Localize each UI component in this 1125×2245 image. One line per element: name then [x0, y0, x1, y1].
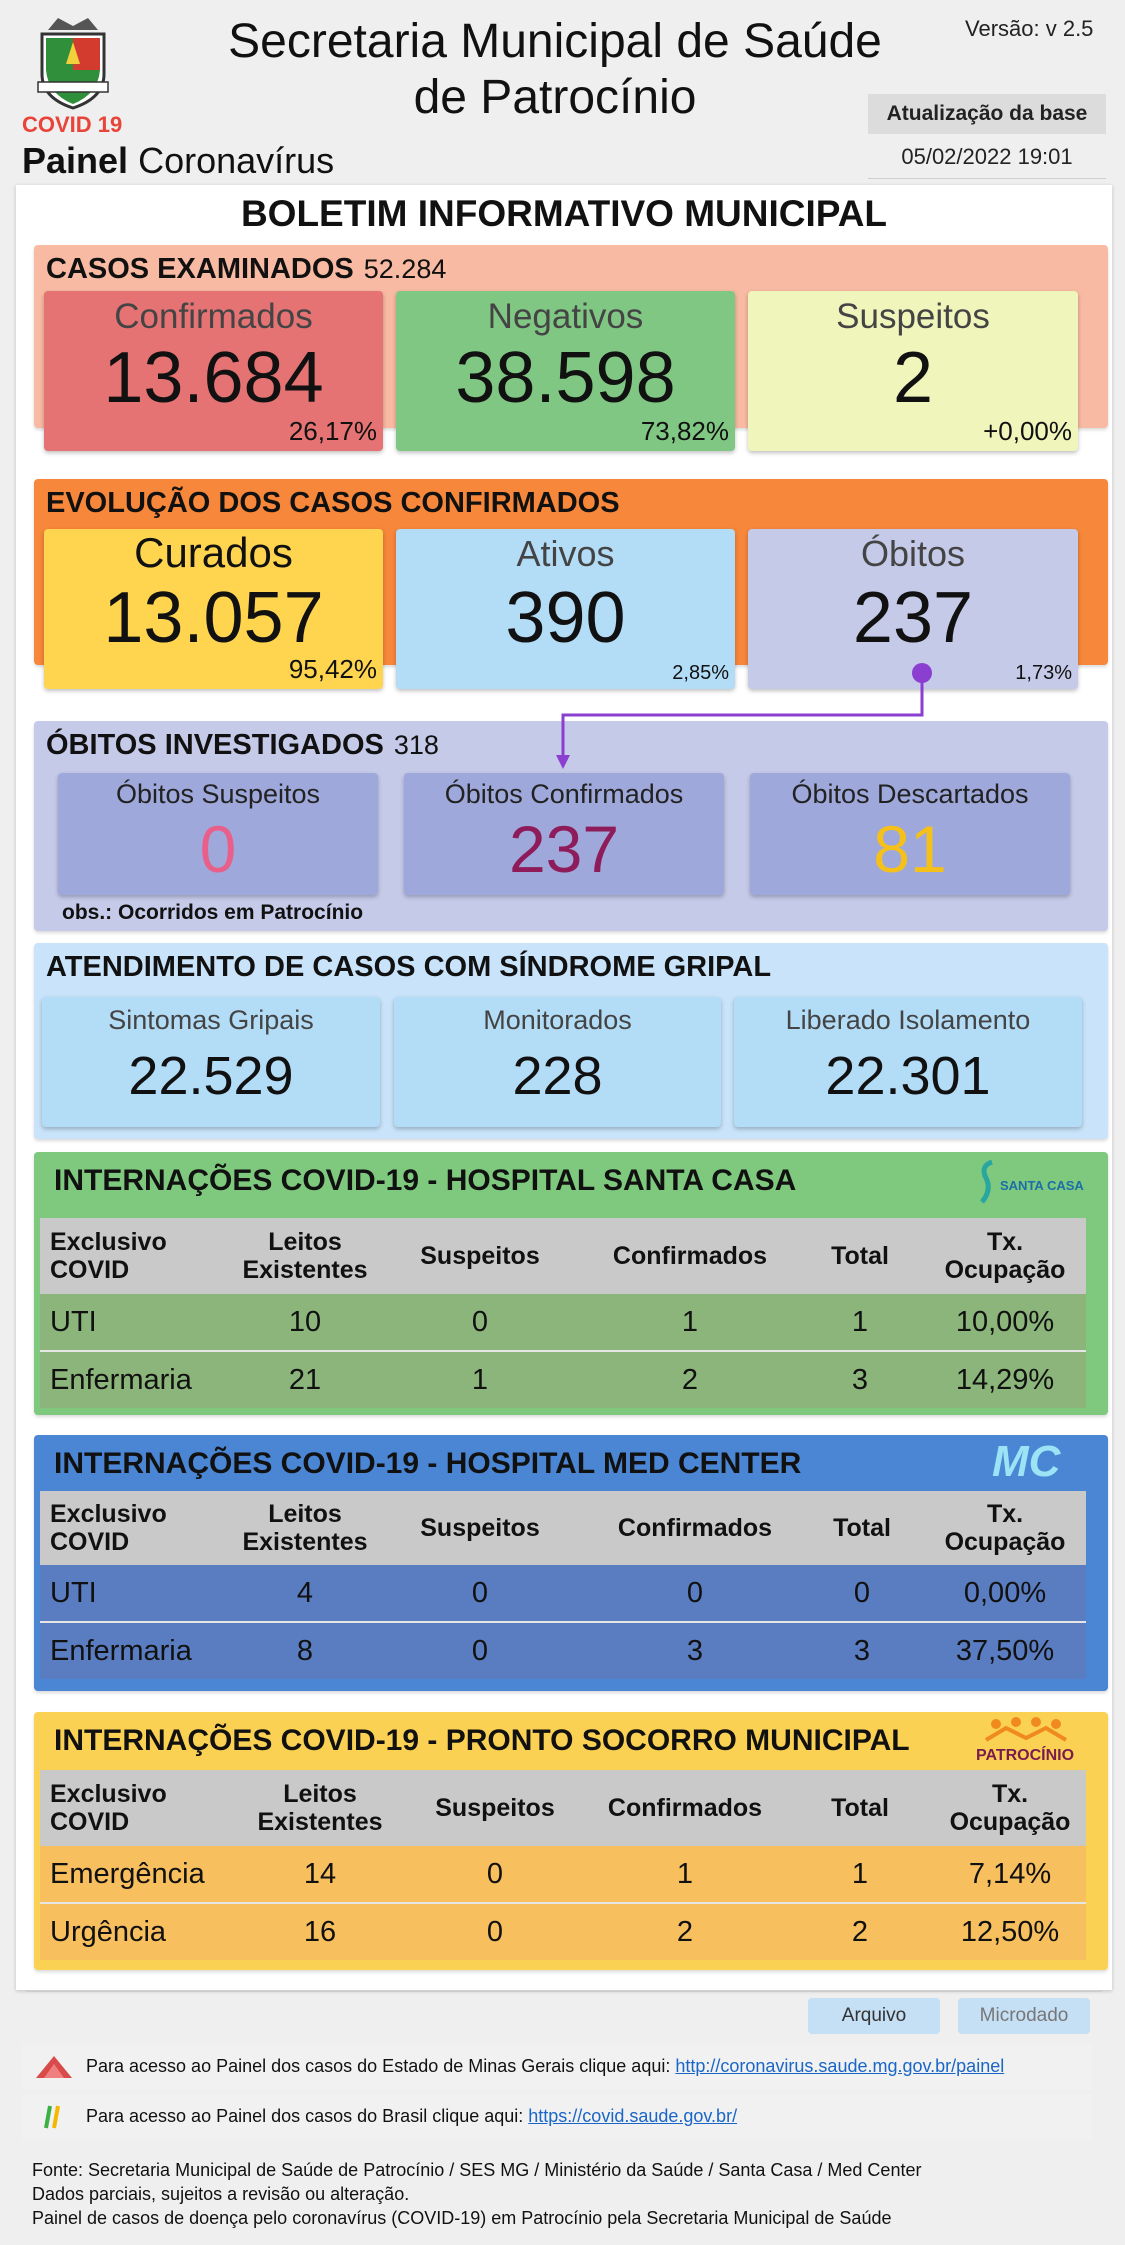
- version-label: Versão: v 2.5: [965, 16, 1094, 41]
- card-percent: 26,17%: [288, 416, 377, 446]
- monitorados-card[interactable]: [394, 997, 721, 1127]
- card-label: Suspeitos: [836, 297, 990, 336]
- card-percent: 95,42%: [288, 654, 377, 684]
- table-row: UTI 10 0 1 1 10,00%: [40, 1294, 1086, 1350]
- table-row: Urgência 16 0 2 2 12,50%: [40, 1904, 1086, 1960]
- card-label: Liberado Isolamento: [785, 1005, 1031, 1035]
- update-date: 05/02/2022 19:01: [901, 144, 1073, 169]
- santa-casa-section: [34, 1152, 1108, 1415]
- card-value: 0: [199, 812, 237, 886]
- footer-disclaimer: Dados parciais, sujeitos a revisão ou alteração.: [32, 2184, 410, 2204]
- ativos-card[interactable]: [396, 529, 735, 689]
- table-row: UTI 4 0 0 0 0,00%: [40, 1565, 1086, 1621]
- santa-casa-logo: SANTA CASA: [978, 1158, 1088, 1208]
- card-label: Sintomas Gripais: [108, 1005, 314, 1035]
- minas-gerais-painel-link[interactable]: http://coronavirus.saude.mg.gov.br/painel: [675, 2056, 1005, 2076]
- card-label: Óbitos: [860, 533, 966, 574]
- med-center-logo: MC: [992, 1437, 1061, 1486]
- page-header: [0, 0, 1125, 185]
- table-row: Enfermaria 21 1 2 3 14,29%: [40, 1352, 1086, 1408]
- obitos-card[interactable]: [748, 529, 1078, 689]
- brasil-link-row: Para acesso ao Painel dos casos do Brasil clique aqui: https://covid.saude.gov.br/: [22, 2094, 1092, 2140]
- card-label: Óbitos Suspeitos: [115, 779, 321, 809]
- page-title: Secretaria Municipal de Saúde de Patrocínio: [228, 15, 882, 124]
- brasil-painel-link[interactable]: https://covid.saude.gov.br/: [528, 2106, 738, 2126]
- card-label: Óbitos Confirmados: [444, 779, 684, 809]
- card-value: 81: [873, 812, 947, 886]
- table-row: Emergência 14 0 1 1 7,14%: [40, 1846, 1086, 1902]
- casos-examinados-section: [34, 245, 1108, 446]
- obitos-investigados-section: [34, 721, 1108, 931]
- divider: [868, 178, 1106, 179]
- divider: [26, 1991, 1102, 1992]
- card-value: 13.057: [103, 578, 324, 658]
- covid-label: COVID 19: [22, 112, 123, 137]
- card-label: Ativos: [516, 533, 615, 574]
- card-label: Curados: [134, 529, 293, 576]
- microdado-button[interactable]: Microdado: [958, 1998, 1090, 2034]
- minas-gerais-link-row: Para acesso ao Painel dos casos do Estado de Minas Gerais clique aqui: http://coronavirus.saude.mg.gov.br/painel: [22, 2044, 1092, 2090]
- card-value: 390: [505, 578, 626, 658]
- bulletin-title: BOLETIM INFORMATIVO MUNICIPAL: [240, 193, 888, 234]
- curados-card[interactable]: [44, 529, 383, 689]
- patrocinio-logo: PATROCÍNIO: [976, 1716, 1096, 1768]
- sindrome-gripal-section: [34, 943, 1108, 1139]
- arquivo-button[interactable]: Arquivo: [808, 1998, 940, 2034]
- footer-description: Painel de casos de doença pelo coronavírus (COVID-19) em Patrocínio pela Secretaria Municipal de Saúde: [32, 2208, 892, 2228]
- card-percent: 1,73%: [1015, 662, 1072, 684]
- card-value: 228: [512, 1046, 603, 1106]
- table-title: INTERNAÇÕES COVID-19 - PRONTO SOCORRO MUNICIPAL: [54, 1724, 910, 1757]
- section-title: CASOS EXAMINADOS 52.284: [46, 253, 447, 285]
- card-label: Confirmados: [114, 297, 313, 336]
- card-value: 38.598: [455, 338, 676, 418]
- card-label: Negativos: [487, 297, 644, 336]
- card-value: 13.684: [103, 338, 324, 418]
- card-percent: 2,85%: [672, 662, 729, 684]
- obitos-descartados-card[interactable]: [750, 773, 1070, 895]
- painel-label: Painel Coronavírus: [22, 140, 335, 181]
- table-title: INTERNAÇÕES COVID-19 - HOSPITAL SANTA CASA: [54, 1164, 797, 1197]
- section-title: EVOLUÇÃO DOS CASOS CONFIRMADOS: [46, 487, 620, 519]
- card-value: 2: [892, 338, 934, 418]
- sintomas-gripais-card[interactable]: [42, 997, 380, 1127]
- table-title: INTERNAÇÕES COVID-19 - HOSPITAL MED CENTER: [54, 1447, 802, 1480]
- obitos-confirmados-card[interactable]: [404, 773, 724, 895]
- update-label: Atualização da base: [868, 94, 1106, 134]
- card-value: 237: [852, 578, 974, 658]
- confirmados-card[interactable]: [44, 291, 383, 451]
- obs-note: obs.: Ocorridos em Patrocínio: [62, 901, 364, 924]
- card-percent: +0,00%: [983, 416, 1072, 446]
- card-percent: 73,82%: [640, 416, 729, 446]
- card-label: Monitorados: [483, 1005, 632, 1035]
- section-title: ATENDIMENTO DE CASOS COM SÍNDROME GRIPAL: [46, 951, 772, 983]
- minas-gerais-logo-icon: [34, 2054, 74, 2080]
- card-value: 22.529: [128, 1046, 294, 1106]
- liberado-isolamento-card[interactable]: [734, 997, 1082, 1127]
- table-header: Exclusivo COVID Leitos Existentes Suspeitos Confirmados Total Tx. Ocupação: [40, 1491, 1086, 1565]
- med-center-section: [34, 1435, 1108, 1691]
- card-value: 237: [508, 812, 620, 886]
- pronto-socorro-section: [34, 1712, 1108, 1970]
- footer: [32, 2158, 921, 2230]
- footer-source: Fonte: Secretaria Municipal de Saúde de Patrocínio / SES MG / Ministério da Saúde / Santa Casa / Med Center: [32, 2160, 922, 2180]
- table-row: Enfermaria 8 0 3 3 37,50%: [40, 1623, 1086, 1679]
- table-header: Exclusivo COVID Leitos Existentes Suspeitos Confirmados Total Tx. Ocupação: [40, 1218, 1086, 1294]
- table-header: Exclusivo COVID Leitos Existentes Suspeitos Confirmados Total Tx. Ocupação: [40, 1770, 1086, 1846]
- suspeitos-card[interactable]: [748, 291, 1078, 451]
- city-coat-of-arms-logo: [28, 12, 118, 112]
- card-value: 22.301: [825, 1046, 991, 1106]
- section-title: ÓBITOS INVESTIGADOS 318: [46, 729, 439, 761]
- evolucao-section: [34, 479, 1108, 684]
- ministerio-saude-logo-icon: [40, 2102, 64, 2132]
- card-label: Óbitos Descartados: [791, 779, 1029, 809]
- obitos-suspeitos-card[interactable]: [58, 773, 378, 895]
- negativos-card[interactable]: [396, 291, 735, 451]
- bulletin-panel: [16, 185, 1112, 2026]
